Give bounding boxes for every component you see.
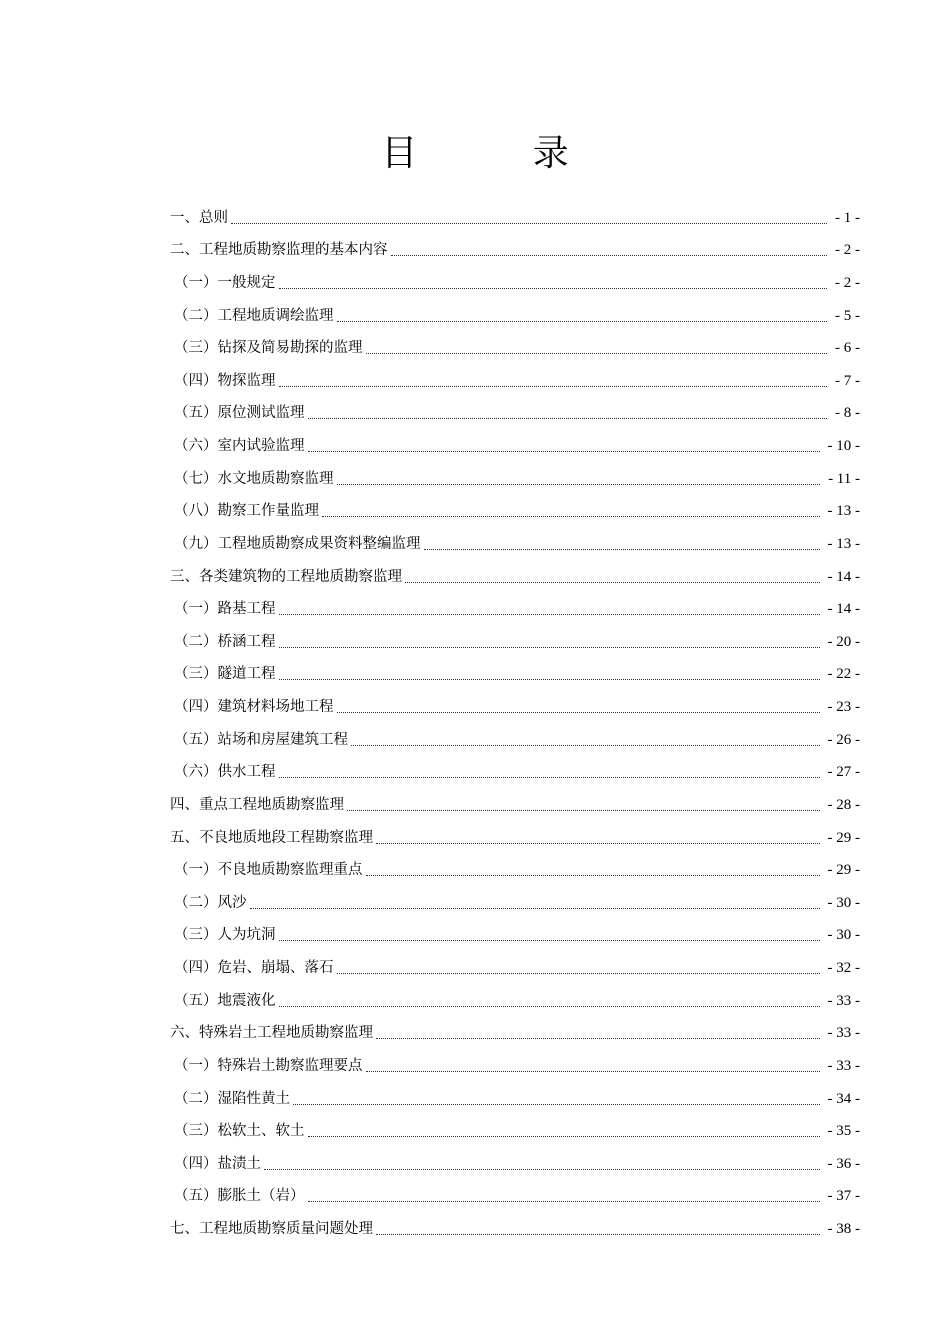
toc-entry[interactable] xyxy=(170,1077,860,1110)
toc-entry-label: （二）风沙 xyxy=(174,894,247,911)
toc-entry-page-number: - 5 - xyxy=(835,307,860,324)
toc-entry-page-number: - 38 - xyxy=(827,1221,860,1237)
toc-entry[interactable] xyxy=(170,685,860,718)
toc-entry[interactable] xyxy=(170,359,860,392)
toc-entry[interactable] xyxy=(170,653,860,686)
toc-entry-page-number: - 14 - xyxy=(827,601,860,618)
toc-dot-leader xyxy=(366,875,820,876)
toc-entry-page-number: - 33 - xyxy=(827,992,860,1009)
toc-entry[interactable] xyxy=(170,522,860,555)
toc-entry-label: （二）工程地质调绘监理 xyxy=(174,307,334,324)
toc-entry[interactable] xyxy=(170,1207,860,1240)
toc-entry-page-number: - 22 - xyxy=(827,666,860,683)
toc-entry[interactable] xyxy=(170,588,860,621)
toc-entry-page-number: - 30 - xyxy=(827,894,860,911)
toc-entry-label: 六、特殊岩土工程地质勘察监理 xyxy=(170,1025,373,1042)
toc-dot-leader xyxy=(279,777,820,778)
toc-entry-page-number: - 26 - xyxy=(827,731,860,748)
toc-entry-label: 一、总则 xyxy=(170,209,228,226)
toc-entry-label: （三）人为坑洞 xyxy=(174,927,276,944)
toc-dot-leader xyxy=(279,647,820,648)
table-of-contents xyxy=(170,196,860,1240)
toc-entry-page-number: - 14 - xyxy=(827,568,860,585)
toc-entry-page-number: - 10 - xyxy=(827,438,860,454)
page-title: 目 录 xyxy=(381,133,621,174)
toc-entry[interactable] xyxy=(170,229,860,262)
toc-dot-leader xyxy=(308,1136,820,1137)
toc-dot-leader xyxy=(279,288,828,289)
toc-dot-leader xyxy=(279,679,820,680)
toc-entry-label: （五）地震液化 xyxy=(174,992,276,1009)
toc-dot-leader xyxy=(250,908,820,909)
toc-dot-leader xyxy=(366,1071,820,1072)
toc-entry-page-number: - 20 - xyxy=(827,633,860,650)
toc-entry-page-number: - 11 - xyxy=(828,470,860,487)
toc-entry-page-number: - 23 - xyxy=(827,699,860,715)
toc-entry-label: （三）钻探及简易勘探的监理 xyxy=(174,340,363,357)
toc-entry-page-number: - 6 - xyxy=(835,340,860,357)
toc-entry[interactable] xyxy=(170,1044,860,1077)
toc-entry[interactable] xyxy=(170,881,860,914)
toc-entry[interactable] xyxy=(170,946,860,979)
toc-entry-page-number: - 29 - xyxy=(827,829,860,846)
toc-entry[interactable] xyxy=(170,490,860,523)
toc-entry[interactable] xyxy=(170,196,860,229)
toc-dot-leader xyxy=(293,1104,820,1105)
toc-entry-label: 五、不良地质地段工程勘察监理 xyxy=(170,829,373,846)
toc-entry-page-number: - 29 - xyxy=(827,862,860,879)
toc-entry-page-number: - 33 - xyxy=(827,1025,860,1042)
toc-entry[interactable] xyxy=(170,783,860,816)
toc-entry-page-number: - 13 - xyxy=(827,535,860,552)
toc-entry-page-number: - 7 - xyxy=(835,372,860,389)
toc-entry-label: （六）室内试验监理 xyxy=(174,438,305,454)
toc-dot-leader xyxy=(351,745,820,746)
toc-dot-leader xyxy=(376,843,820,844)
toc-entry-label: （九）工程地质勘察成果资料整编监理 xyxy=(174,535,421,552)
toc-entry-label: （五）膨胀土（岩） xyxy=(174,1188,305,1205)
toc-dot-leader xyxy=(376,1038,820,1039)
toc-dot-leader xyxy=(391,255,828,256)
toc-entry[interactable] xyxy=(170,1110,860,1143)
toc-entry[interactable] xyxy=(170,555,860,588)
toc-entry-label: （三）隧道工程 xyxy=(174,666,276,683)
toc-entry-label: （二）湿陷性黄土 xyxy=(174,1090,290,1107)
toc-dot-leader xyxy=(308,451,820,452)
toc-entry[interactable] xyxy=(170,294,860,327)
toc-entry-page-number: - 35 - xyxy=(827,1123,860,1140)
toc-entry-label: （四）盐渍土 xyxy=(174,1155,261,1172)
toc-dot-leader xyxy=(366,353,828,354)
toc-entry-label: （七）水文地质勘察监理 xyxy=(174,470,334,487)
toc-entry-label: （一）路基工程 xyxy=(174,601,276,618)
toc-entry-label: （八）勘察工作量监理 xyxy=(174,503,319,520)
toc-dot-leader xyxy=(264,1169,820,1170)
toc-entry-label: （一）不良地质勘察监理重点 xyxy=(174,862,363,879)
toc-entry[interactable] xyxy=(170,327,860,360)
toc-entry-label: （三）松软土、软土 xyxy=(174,1123,305,1140)
toc-entry-page-number: - 8 - xyxy=(835,405,860,422)
toc-dot-leader xyxy=(337,484,821,485)
toc-dot-leader xyxy=(337,973,820,974)
toc-entry-page-number: - 27 - xyxy=(827,764,860,781)
toc-entry-label: （六）供水工程 xyxy=(174,764,276,781)
toc-entry[interactable] xyxy=(170,1012,860,1045)
toc-dot-leader xyxy=(279,386,828,387)
toc-dot-leader xyxy=(376,1234,820,1235)
toc-entry-label: 四、重点工程地质勘察监理 xyxy=(170,796,344,813)
toc-entry-label: （五）原位测试监理 xyxy=(174,405,305,422)
toc-dot-leader xyxy=(405,582,820,583)
toc-entry-page-number: - 2 - xyxy=(835,274,860,291)
toc-entry[interactable] xyxy=(170,620,860,653)
toc-entry-label: （一）特殊岩土勘察监理要点 xyxy=(174,1057,363,1074)
toc-dot-leader xyxy=(279,940,820,941)
toc-entry-label: （二）桥涵工程 xyxy=(174,633,276,650)
toc-dot-leader xyxy=(308,418,828,419)
toc-entry-label: （五）站场和房屋建筑工程 xyxy=(174,731,348,748)
toc-entry-page-number: - 28 - xyxy=(827,796,860,813)
toc-entry[interactable] xyxy=(170,424,860,457)
toc-dot-leader xyxy=(322,516,820,517)
toc-dot-leader xyxy=(347,810,820,811)
toc-dot-leader xyxy=(279,614,820,615)
toc-entry-label: 七、工程地质勘察质量问题处理 xyxy=(170,1221,373,1237)
toc-entry-label: （四）物探监理 xyxy=(174,372,276,389)
toc-entry[interactable] xyxy=(170,849,860,882)
toc-entry[interactable] xyxy=(170,914,860,947)
toc-entry[interactable] xyxy=(170,1142,860,1175)
toc-entry[interactable] xyxy=(170,392,860,425)
toc-entry-page-number: - 30 - xyxy=(827,927,860,944)
toc-dot-leader xyxy=(337,712,820,713)
toc-entry-label: 二、工程地质勘察监理的基本内容 xyxy=(170,242,388,259)
toc-entry[interactable] xyxy=(170,979,860,1012)
toc-entry[interactable] xyxy=(170,261,860,294)
toc-dot-leader xyxy=(279,1006,820,1007)
toc-entry-label: 三、各类建筑物的工程地质勘察监理 xyxy=(170,568,402,585)
toc-entry-label: （一）一般规定 xyxy=(174,274,276,291)
toc-entry-page-number: - 37 - xyxy=(827,1188,860,1205)
toc-dot-leader xyxy=(231,223,827,224)
toc-entry[interactable] xyxy=(170,718,860,751)
toc-entry-page-number: - 36 - xyxy=(827,1155,860,1172)
toc-entry-page-number: - 34 - xyxy=(827,1090,860,1107)
toc-entry-label: （四）建筑材料场地工程 xyxy=(174,699,334,715)
toc-entry[interactable] xyxy=(170,1175,860,1208)
toc-entry[interactable] xyxy=(170,816,860,849)
toc-entry-page-number: - 33 - xyxy=(827,1057,860,1074)
toc-entry-page-number: - 32 - xyxy=(827,960,860,976)
toc-dot-leader xyxy=(337,321,828,322)
toc-entry-page-number: - 13 - xyxy=(827,503,860,520)
toc-entry[interactable] xyxy=(170,457,860,490)
toc-dot-leader xyxy=(308,1201,820,1202)
toc-entry-page-number: - 2 - xyxy=(835,242,860,259)
toc-entry-page-number: - 1 - xyxy=(835,209,860,226)
toc-entry-label: （四）危岩、崩塌、落石 xyxy=(174,960,334,976)
toc-entry[interactable] xyxy=(170,751,860,784)
toc-dot-leader xyxy=(424,549,820,550)
